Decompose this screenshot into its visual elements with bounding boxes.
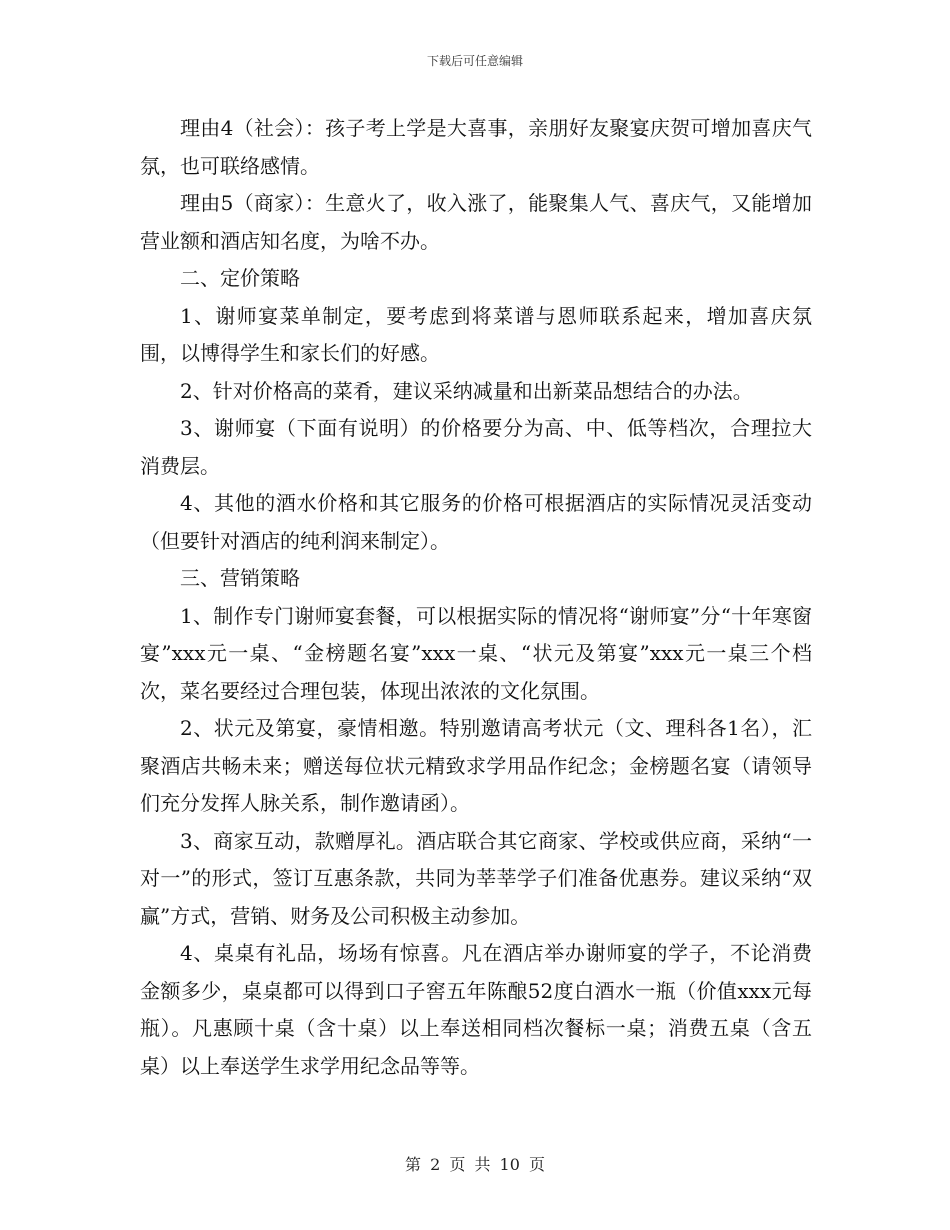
paragraph-marketing-2: 2、状元及第宴，豪情相邀。特别邀请高考状元（文、理科各1名），汇聚酒店共畅未来；赠送每位状元精致求学用品作纪念；金榜题名宴（请领导们充分发挥人脉关系，制作邀请函）。 [140,716,812,815]
paragraph-marketing-3: 3、商家互动，款赠厚礼。酒店联合其它商家、学校或供应商，采纳“一对一”的形式，签订互惠条款，共同为莘莘学子们准备优惠券。建议采纳“双赢”方式，营销、财务及公司积极主动参加。 [140,828,812,928]
paragraph-pricing-1: 1、谢师宴菜单制定，要考虑到将菜谱与恩师联系起来，增加喜庆氛围，以博得学生和家长们的好感。 [140,303,812,365]
section-heading-marketing: 三、营销策略 [180,566,300,590]
paragraph-reason-5: 理由5（商家）：生意火了，收入涨了，能聚集人气、喜庆气，又能增加营业额和酒店知名度，为啥不办。 [140,191,812,253]
document-body [140,110,812,1085]
page-header: 下载后可任意编辑 [426,54,523,68]
section-heading-pricing: 二、定价策略 [180,266,300,290]
paragraph-reason-4: 理由4（社会）：孩子考上学是大喜事，亲朋好友聚宴庆贺可增加喜庆气氛，也可联络感情。 [140,116,812,178]
paragraph-pricing-4: 4、其他的酒水价格和其它服务的价格可根据酒店的实际情况灵活变动（但要针对酒店的纯利润来制定）。 [140,491,812,553]
page-footer: 第 2 页 共 10 页 [405,1155,545,1174]
paragraph-pricing-2: 2、针对价格高的菜肴，建议采纳减量和出新菜品想结合的办法。 [180,378,753,403]
paragraph-marketing-1: 1、制作专门谢师宴套餐，可以根据实际的情况将“谢师宴”分“十年寒窗宴”xxx元一桌、“金榜题名宴”xxx一桌、“状元及第宴”xxx元一桌三个档次，菜名要经过合理包装，体现出浓浓的文化氛围。 [140,603,812,703]
paragraph-pricing-3: 3、谢师宴（下面有说明）的价格要分为高、中、低等档次，合理拉大消费层。 [140,416,812,478]
paragraph-marketing-4: 4、桌桌有礼品，场场有惊喜。凡在酒店举办谢师宴的学子，不论消费金额多少，桌桌都可以得到口子窖五年陈酿52度白酒水一瓶（价值xxx元每瓶）。凡惠顾十桌（含十桌）以上奉送相同档次餐标一桌；消费五桌（含五桌）以上奉送学生求学用纪念品等等。 [140,941,812,1078]
